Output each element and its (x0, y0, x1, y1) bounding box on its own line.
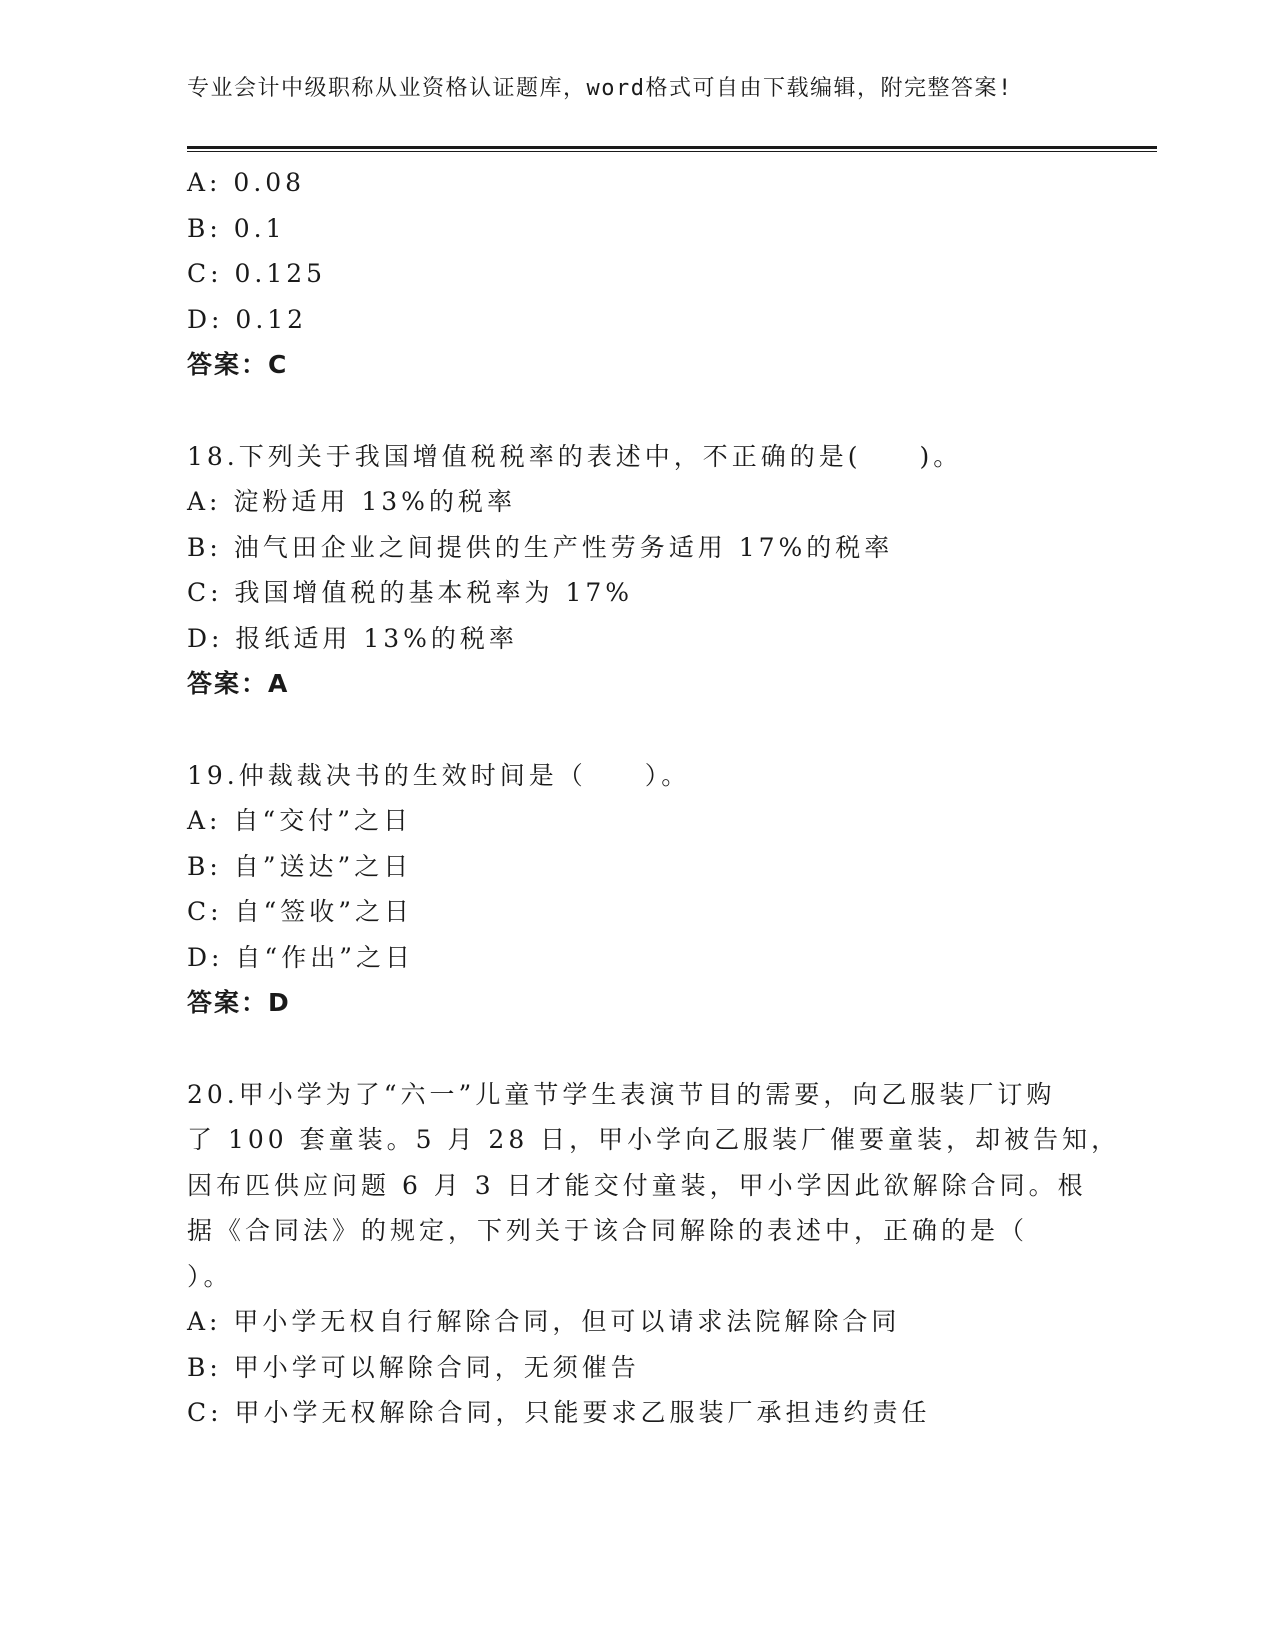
q18-answer: 答案：A (187, 669, 290, 698)
q19-option-b: B: 自”送达”之日 (187, 851, 413, 881)
q20-option-a: A: 甲小学无权自行解除合同，但可以请求法院解除合同 (187, 1307, 901, 1336)
question-18-block (187, 434, 1087, 707)
q19-option-c: C: 自“签收”之日 (187, 897, 414, 926)
q20-option-c: C: 甲小学无权解除合同，只能要求乙服装厂承担违约责任 (187, 1398, 931, 1427)
q17-option-b: B: 0.1 (187, 213, 286, 243)
q19-answer: 答案：D (187, 988, 291, 1017)
q20-stem-line-3: 因布匹供应问题 6 月 3 日才能交付童装，甲小学因此欲解除合同。根 (187, 1170, 1087, 1200)
question-17-block (187, 160, 1087, 388)
spacer (187, 707, 1087, 753)
spacer (187, 1026, 1087, 1072)
header-rule-thin (187, 151, 1157, 152)
page-header: 专业会计中级职称从业资格认证题库，word格式可自由下载编辑，附完整答案! (187, 76, 1013, 101)
q20-stem-line-2: 了 100 套童装。5 月 28 日，甲小学向乙服装厂催要童装，却被告知， (187, 1125, 1121, 1154)
q18-option-a: A: 淀粉适用 13%的税率 (187, 487, 516, 516)
question-20-block (187, 1072, 1121, 1436)
q18-option-d: D: 报纸适用 13%的税率 (187, 623, 518, 653)
q18-option-c: C: 我国增值税的基本税率为 17% (187, 578, 634, 607)
q17-option-c: C: 0.125 (187, 259, 327, 288)
question-content (187, 160, 1121, 1436)
q18-stem: 18.下列关于我国增值税税率的表述中，不正确的是( )。 (187, 441, 963, 471)
q20-stem-line-4: 据《合同法》的规定，下列关于该合同解除的表述中，正确的是（ (187, 1216, 1029, 1245)
q17-option-a: A: 0.08 (187, 168, 306, 197)
q20-option-b: B: 甲小学可以解除合同，无须催告 (187, 1352, 640, 1382)
q17-option-d: D: 0.12 (187, 304, 308, 334)
spacer (187, 388, 1087, 434)
question-19-block (187, 753, 1087, 1026)
q19-option-d: D: 自“作出”之日 (187, 942, 414, 972)
header-rule-thick (187, 146, 1157, 149)
q20-stem-line-5: ）。 (187, 1261, 233, 1291)
q18-option-b: B: 油气田企业之间提供的生产性劳务适用 17%的税率 (187, 532, 894, 562)
q19-stem: 19.仲裁裁决书的生效时间是（ ）。 (187, 760, 691, 790)
q17-answer: 答案：C (187, 350, 289, 379)
q19-option-a: A: 自“交付”之日 (187, 806, 412, 835)
q20-stem-line-1: 20.甲小学为了“六一”儿童节学生表演节目的需要，向乙服装厂订购 (187, 1079, 1056, 1109)
